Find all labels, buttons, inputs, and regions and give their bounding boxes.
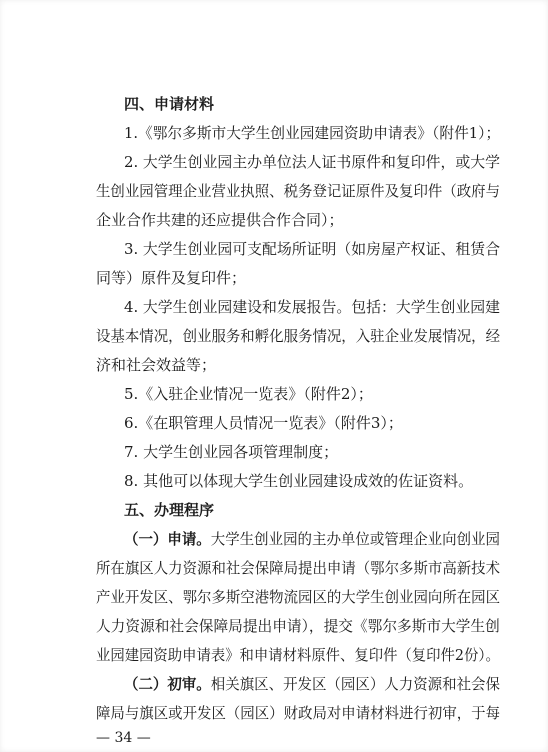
material-item-6: [0, 410, 548, 436]
material-item-8: [0, 468, 548, 494]
line-text: 1.《鄂尔多斯市大学生创业园建园资助申请表》（附件1）；: [124, 124, 501, 142]
line-text: 2. 大学生创业园主办单位法人证书原件和复印件，或大学: [124, 153, 501, 171]
procedure-step-application-continued: [0, 584, 548, 610]
procedure-step-application-continued: [0, 642, 548, 668]
material-item-7: [0, 439, 548, 465]
procedure-step-application-continued: [0, 555, 548, 581]
line-text: [124, 671, 500, 697]
material-item-2-continued: [0, 207, 548, 233]
emphasized-prefix: （一）申请。: [124, 530, 211, 548]
line-text: 四、申请材料: [124, 95, 215, 113]
procedure-step-preliminary-review: [0, 671, 548, 697]
line-text: 设基本情况，创业服务和孵化服务情况，入驻企业发展情况，经: [96, 327, 501, 345]
material-item-3-continued: [0, 265, 548, 291]
paragraph-text: 相关旗区、开发区（园区）人力资源和社会保: [210, 675, 500, 693]
material-item-2: [0, 149, 548, 175]
line-text: 3. 大学生创业园可支配场所证明（如房屋产权证、租赁合: [124, 240, 501, 258]
material-item-3: [0, 236, 548, 262]
line-text: 济和社会效益等；: [96, 356, 217, 374]
line-text: 7. 大学生创业园各项管理制度；: [124, 443, 339, 461]
line-text: 生创业园管理企业营业执照、税务登记证原件及复印件（政府与: [96, 182, 501, 200]
line-text: 人力资源和社会保障局提出申请），提交《鄂尔多斯市大学生创: [96, 617, 500, 635]
procedure-step-preliminary-review-continued: [0, 700, 548, 726]
line-text: 业园建园资助申请表》和申请材料原件、复印件（复印件2份）。: [96, 646, 500, 664]
material-item-4-continued: [0, 352, 548, 378]
line-text: 4. 大学生创业园建设和发展报告。包括：大学生创业园建: [124, 298, 501, 316]
line-text: [124, 526, 500, 552]
line-text: 5.《入驻企业情况一览表》（附件2）；: [124, 385, 373, 403]
line-text: 8. 其他可以体现大学生创业园建设成效的佐证资料。: [124, 472, 474, 490]
material-item-4-continued: [0, 323, 548, 349]
line-text: 产业开发区、鄂尔多斯空港物流园区的大学生创业园向所在园区: [96, 588, 501, 606]
procedure-step-application: [0, 526, 548, 552]
page-number: — 34 —: [96, 730, 151, 746]
line-text: 企业合作共建的还应提供合作合同）；: [96, 211, 344, 229]
emphasized-prefix: （二）初审。: [124, 675, 211, 693]
line-text: 同等）原件及复印件；: [96, 269, 247, 287]
material-item-4: [0, 294, 548, 320]
material-item-2-continued: [0, 178, 548, 204]
line-text: 五、办理程序: [124, 501, 215, 519]
section-heading-procedure: [0, 497, 548, 523]
material-item-5: [0, 381, 548, 407]
line-text: 6.《在职管理人员情况一览表》（附件3）；: [124, 414, 403, 432]
line-text: 障局与旗区或开发区（园区）财政局对申请材料进行初审，于每: [96, 704, 501, 722]
paragraph-text: 大学生创业园的主办单位或管理企业向创业园: [210, 530, 500, 548]
procedure-step-application-continued: [0, 613, 548, 639]
material-item-1: [0, 120, 548, 146]
line-text: 所在旗区人力资源和社会保障局提出申请（鄂尔多斯市高新技术: [96, 559, 501, 577]
section-heading-application-materials: [0, 91, 548, 117]
